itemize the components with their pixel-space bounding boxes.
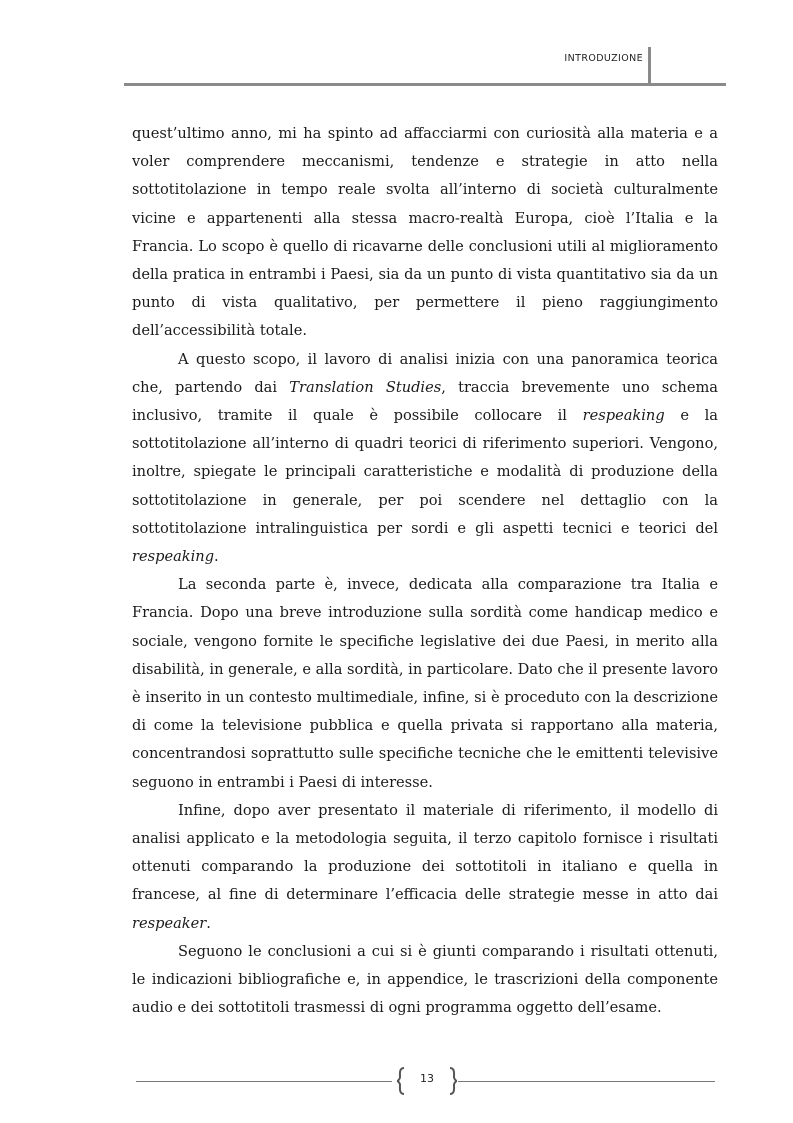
paragraph-text: La seconda parte è, invece, dedicata alla comparazione tra Italia e Francia. Dopo una breve introduzione sulla sordità come handicap medico e sociale, vengono fornite le specifiche legislative dei due Paesi, in merito alla disabilità, in generale, e alla sordità, in particolare. Dato che il presente lavoro è inserito in un contesto multimediale, infine, si è proceduto con la descrizione di come la televisione pubblica e quella privata si rapportano alla materia, concentrandosi soprattutto sulle specifiche tecniche che le emittenti televisive seguono in entrambi i Paesi di interesse. bbox=[132, 576, 718, 791]
paragraph-3 bbox=[132, 571, 718, 797]
header-vertical-rule bbox=[648, 47, 651, 85]
paragraph-text: . bbox=[206, 914, 211, 932]
page-number: 13 bbox=[420, 1072, 434, 1085]
paragraph-text: Infine, dopo aver presentato il materiale di riferimento, il modello di analisi applicato e la metodologia seguita, il terzo capitolo fornisce i risultati ottenuti comparando la produzione dei sottotitoli in italiano e quella in francese, al fine di determinare l’efficacia delle strategie messe in atto dai bbox=[132, 801, 718, 904]
italic-term: Translation Studies bbox=[289, 378, 442, 396]
paragraph-text: e la sottotitolazione all’interno di quadri teorici di riferimento superiori. Vengono, inoltre, spiegate le principali caratteristiche e modalità di produzione della sottotitolazione in generale, per poi scendere nel dettaglio con la sottotitolazione intralinguistica per sordi e gli aspetti tecnici e teorici del bbox=[132, 407, 718, 537]
paragraph-text: Seguono le conclusioni a cui si è giunti comparando i risultati ottenuti, le indicazioni bibliografiche e, in appendice, le trascrizioni della componente audio e dei sottotitoli trasmessi di ogni programma oggetto dell’esame. bbox=[132, 942, 718, 1017]
page-number-frame bbox=[396, 1066, 458, 1096]
italic-term: respeaking bbox=[132, 548, 215, 566]
paragraph-5 bbox=[132, 938, 718, 1023]
paragraph-text: quest’ultimo anno, mi ha spinto ad affacciarmi con curiosità alla materia e a voler comprendere meccanismi, tendenze e strategie in atto nella sottotitolazione in tempo reale svolta all’interno di società culturalmente vicine e appartenenti alla stessa macro-realtà Europa, cioè l’Italia e la Francia. Lo scopo è quello di ricavarne delle conclusioni utili al miglioramento della pratica in entrambi i Paesi, sia da un punto di vista quantitativo sia da un punto di vista qualitativo, per permettere il pieno raggiungimento dell’accessibilità totale. bbox=[132, 125, 718, 340]
running-header-title: INTRODUZIONE bbox=[564, 53, 643, 64]
footer-rule-left bbox=[136, 1081, 392, 1082]
italic-term: respeaker bbox=[132, 914, 207, 932]
italic-term: respeaking bbox=[582, 407, 665, 425]
paragraph-2 bbox=[132, 346, 718, 572]
paragraph-text: . bbox=[214, 548, 219, 566]
document-body bbox=[132, 120, 718, 1023]
paragraph-1 bbox=[132, 120, 718, 346]
footer-rule-right bbox=[458, 1081, 715, 1082]
header-horizontal-rule bbox=[124, 83, 726, 86]
paragraph-text: , traccia brevemente uno schema inclusivo, tramite il quale è possibile collocare il bbox=[132, 378, 718, 425]
paragraph-4 bbox=[132, 797, 718, 938]
paragraph-text: A questo scopo, il lavoro di analisi inizia con una panoramica teorica che, partendo dai bbox=[132, 350, 718, 396]
